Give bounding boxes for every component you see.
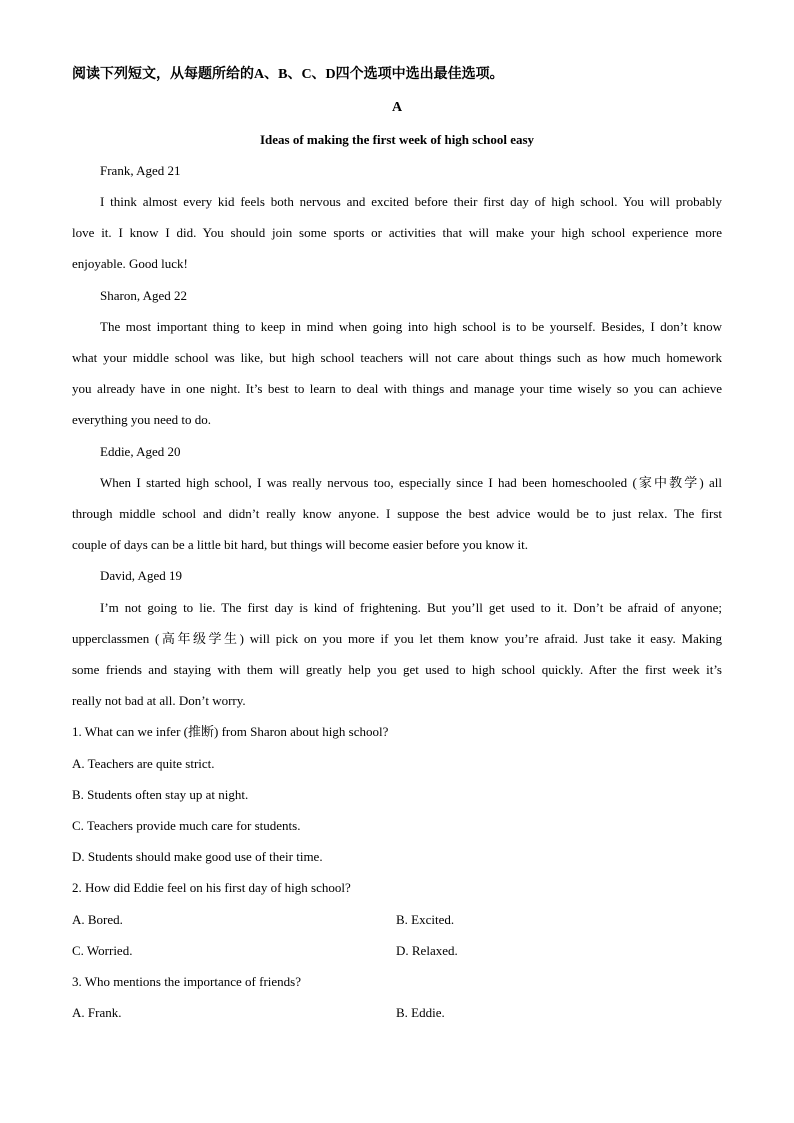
question-2-option-c: C. Worried. (72, 943, 133, 958)
paragraph-line: through middle school and didn’t really know anyone. I suppose the best advice would be to just relax. The first (72, 506, 722, 521)
entry-name-david: David, Aged 19 (100, 568, 182, 583)
entry-name-frank: Frank, Aged 21 (100, 163, 181, 178)
entry-name-sharon: Sharon, Aged 22 (100, 288, 188, 303)
paragraph-line: upperclassmen (高年级学生) will pick on you more if you let them know you’re afraid. Just take it easy. Making (72, 631, 722, 646)
paragraph-line: I’m not going to lie. The first day is kind of frightening. But you’ll get used to it. Don’t be afraid of anyone; (100, 600, 722, 615)
question-1-option-b: B. Students often stay up at night. (72, 787, 249, 802)
paragraph-line: really not bad at all. Don’t worry. (72, 693, 246, 708)
paragraph-line: I think almost every kid feels both nervous and excited before their first day of high school. You will probably (100, 194, 722, 209)
question-1-stem: 1. What can we infer (推断) from Sharon about high school? (72, 724, 389, 739)
paragraph-line: everything you need to do. (72, 412, 211, 427)
question-1-option-d: D. Students should make good use of their time. (72, 849, 323, 864)
paragraph-line: what your middle school was like, but high school teachers will not care about things such as how much homework (72, 350, 722, 365)
question-2-option-d: D. Relaxed. (396, 943, 458, 958)
paragraph-line: When I started high school, I was really nervous too, especially since I had been homeschooled (家中教学) all (100, 475, 722, 490)
paragraph-line: some friends and staying with them will greatly help you get used to high school quickly. After the first week it’s (72, 662, 722, 677)
question-2-stem: 2. How did Eddie feel on his first day of high school? (72, 880, 351, 895)
paragraph-line: enjoyable. Good luck! (72, 256, 188, 271)
question-1-option-c: C. Teachers provide much care for students. (72, 818, 301, 833)
question-3-option-a: A. Frank. (72, 1005, 122, 1020)
paragraph-line: love it. I know I did. You should join some sports or activities that will make your high school experience more (72, 225, 722, 240)
question-3-option-b: B. Eddie. (396, 1005, 445, 1020)
entry-name-eddie: Eddie, Aged 20 (100, 444, 181, 459)
question-2-option-b: B. Excited. (396, 912, 455, 927)
instruction: 阅读下列短文，从每题所给的A、B、C、D四个选项中选出最佳选项。 (72, 67, 504, 82)
paragraph-line: The most important thing to keep in mind when going into high school is to be yourself. Besides, I don’t know (100, 319, 722, 334)
passage-title: Ideas of making the first week of high school easy (259, 132, 535, 147)
question-2-option-a: A. Bored. (72, 912, 123, 927)
paragraph-line: couple of days can be a little bit hard, but things will become easier before you know it. (72, 537, 528, 552)
question-3-stem: 3. Who mentions the importance of friends? (72, 974, 302, 989)
question-1-option-a: A. Teachers are quite strict. (72, 756, 215, 771)
section-label: A (391, 100, 403, 115)
paragraph-line: you already have in one night. It’s best to learn to deal with things and manage your time wisely so you can achieve (72, 381, 722, 396)
